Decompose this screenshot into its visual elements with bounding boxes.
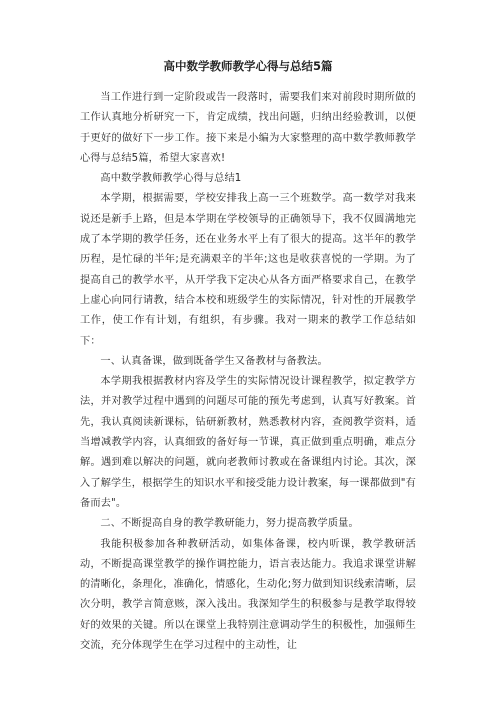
body-paragraph: 本学期我根据教材内容及学生的实际情况设计课程教学，拟定教学方法，并对教学过程中遇到的问题尽可能的预先考虑到，认真写好教案。首先，我认真阅读新课标，钻研新教材，熟悉教材内容，查阅教学资料，适当增减教学内容，认真细致的备好每一节课，真正做到重点明确，难点分解。遇到难以解决的问题，就向老教师讨教或在备课组内讨论。其次，深入了解学生，根据学生的知识水平和接受能力设计教案，每一课都做到"有备而去"。: [80, 376, 416, 509]
subheading-2: 二、不断提高自身的教学教研能力，努力提高教学质量。: [100, 518, 359, 530]
section-heading-1: 高中数学教师教学心得与总结1: [100, 173, 242, 185]
document-title: 高中数学教师教学心得与总结5篇: [163, 59, 333, 73]
subheading-1: 一、认真备课，做到既备学生又备教材与备教法。: [100, 355, 328, 367]
intro-paragraph: 当工作进行到一定阶段或告一段落时，需要我们来对前段时期所做的工作认真地分析研究一下，肯定成绩，找出问题，归纳出经验教训，以便于更好的做好下一步工作。接下来是小编为大家整理的高中数学教师教学心得与总结5篇，希望大家喜欢!: [80, 92, 416, 164]
body-paragraph: 我能积极参加各种教研活动，如集体备课，校内听课，教学教研活动，不断提高课堂教学的操作调控能力，语言表达能力。我追求课堂讲解的清晰化，条理化，准确化，情感化，生动化;努力做到知识线索清晰，层次分明，教学言简意赅，深入浅出。我深知学生的积极参与是教学取得较好的效果的关键。所以在课堂上我特别注意调动学生的积极性，加强师生交流，充分体现学生在学习过程中的主动性，让: [80, 538, 416, 652]
body-paragraph: 本学期，根据需要，学校安排我上高一三个班数学。高一数学对我来说还是新手上路，但是本学期在学校领导的正确领导下，我不仅圆满地完成了本学期的教学任务，还在业务水平上有了很大的提高。这半年的教学历程，是忙碌的半年;是充满艰辛的半年;这也是收获喜悦的一学期。为了提高自己的教学水平，从开学我下定决心从各方面严格要求自己，在教学上虚心向同行请教，结合本校和班级学生的实际情况，针对性的开展教学工作，使工作有计划，有组织，有步骤。我对一期来的教学工作总结如下：: [80, 193, 416, 347]
